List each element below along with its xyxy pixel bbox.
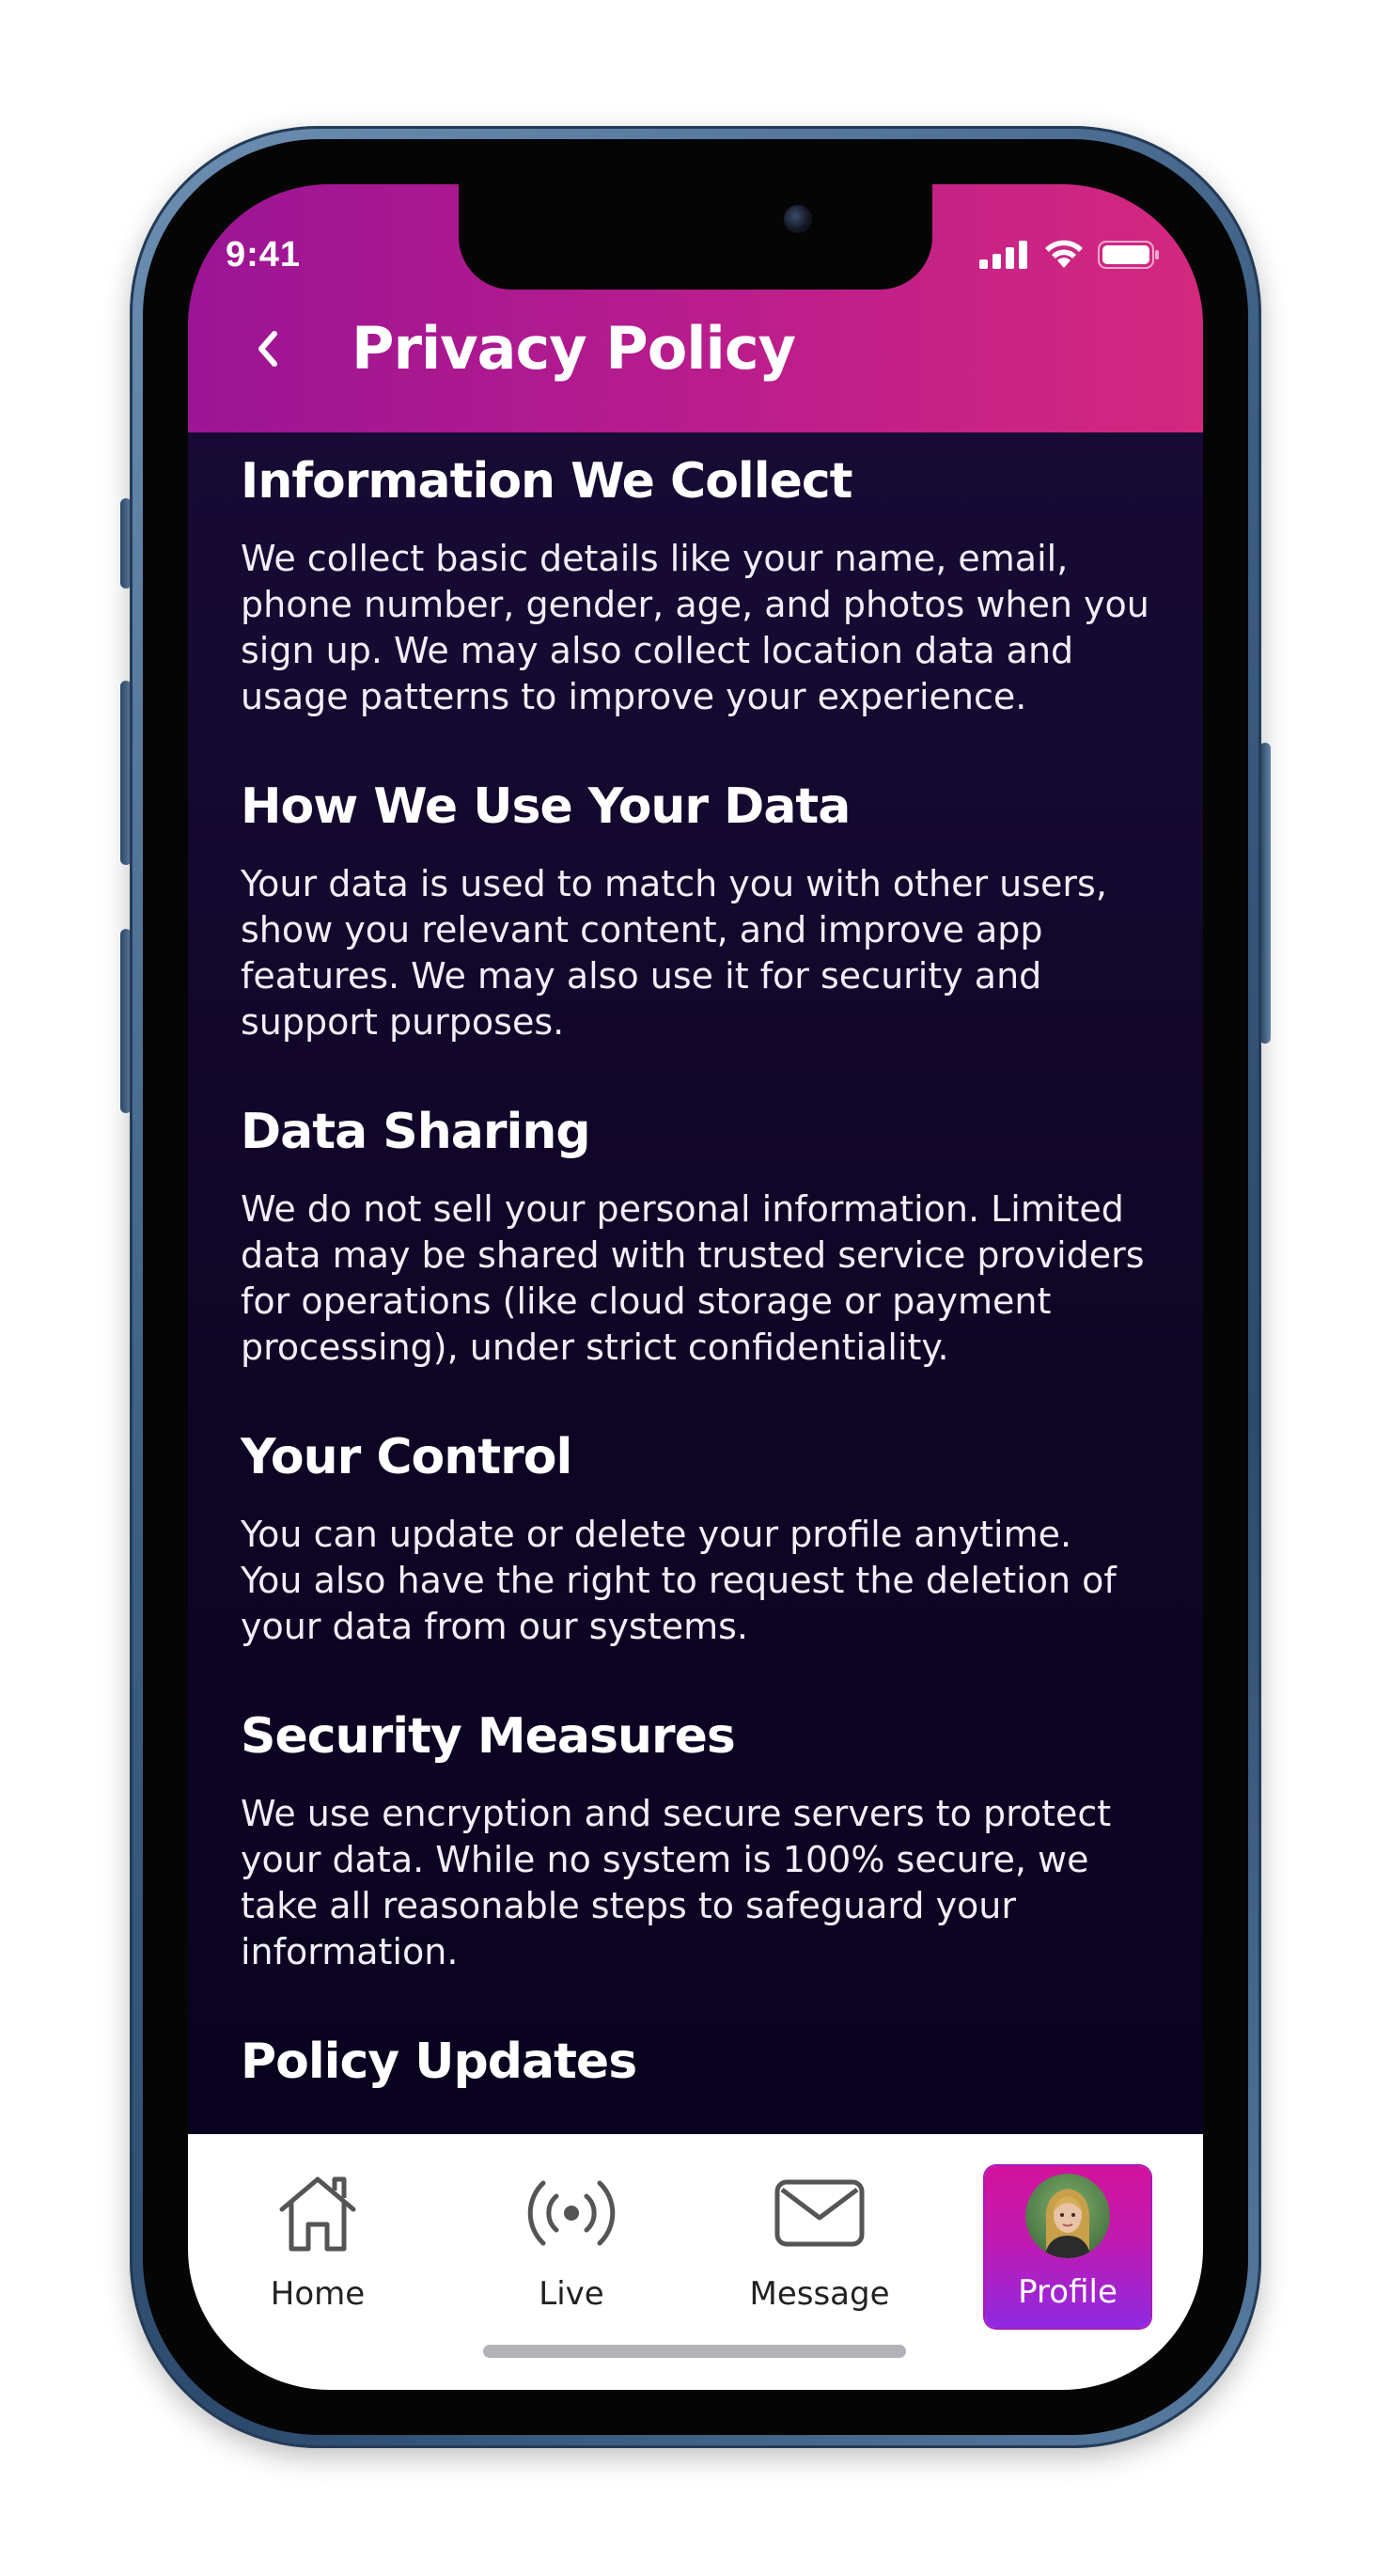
wifi-icon [1043, 240, 1085, 270]
section-body: Your data is used to match you with other users, show you relevant content, and improve app features. We may also use it for security and support purposes. [241, 863, 1107, 1043]
tab-label: Live [539, 2275, 604, 2313]
front-camera [784, 205, 812, 233]
home-indicator [483, 2345, 906, 2358]
back-button[interactable] [244, 325, 291, 372]
tab-home[interactable] [235, 2166, 400, 2328]
section-information-we-collect [241, 451, 1162, 720]
section-body: We use encryption and secure servers to protect your data. While no system is 100% secure, we take all reasonable steps to safeguard your information. [241, 1793, 1112, 1972]
tab-message[interactable] [737, 2166, 902, 2328]
cellular-signal-icon [979, 241, 1030, 269]
section-heading: Policy Updates [241, 2034, 637, 2090]
section-policy-updates [241, 2032, 1162, 2092]
section-data-sharing [241, 1102, 1162, 1371]
section-body: We do not sell your personal information. Limited data may be shared with trusted service providers for operations (like cloud storage or payment processing), under strict confidentiality. [241, 1188, 1145, 1368]
tab-label: Home [270, 2275, 366, 2313]
section-security-measures [241, 1706, 1162, 1975]
broadcast-icon [520, 2166, 623, 2260]
status-icons [979, 239, 1160, 271]
envelope-icon [768, 2166, 871, 2260]
status-time: 9:41 [226, 235, 302, 275]
home-icon [266, 2166, 369, 2260]
tab-live[interactable] [489, 2166, 654, 2328]
section-heading: How We Use Your Data [241, 778, 851, 835]
section-heading: Security Measures [241, 1708, 735, 1765]
page-title: Privacy Policy [352, 314, 795, 383]
tab-label: Profile [1018, 2273, 1117, 2311]
bottom-tab-bar [188, 2134, 1203, 2390]
notch [459, 184, 932, 290]
section-body: You can update or delete your profile anytime. You also have the right to request the deletion of your data from our systems. [241, 1514, 1117, 1647]
section-body: We collect basic details like your name, email, phone number, gender, age, and photos when you sign up. We may also collect location data and usage patterns to improve your experience. [241, 538, 1149, 717]
chevron-left-icon [254, 329, 282, 369]
section-heading: Your Control [241, 1429, 572, 1485]
tab-profile[interactable] [985, 2166, 1150, 2328]
tab-label: Message [749, 2275, 890, 2313]
app-screen [188, 184, 1203, 2390]
section-how-we-use-your-data [241, 777, 1162, 1045]
battery-icon [1098, 240, 1160, 270]
avatar [1025, 2174, 1110, 2258]
section-your-control [241, 1427, 1162, 1650]
section-heading: Information We Collect [241, 453, 852, 510]
policy-content[interactable] [188, 432, 1203, 2134]
header-bar [188, 184, 1203, 432]
section-heading: Data Sharing [241, 1104, 590, 1160]
